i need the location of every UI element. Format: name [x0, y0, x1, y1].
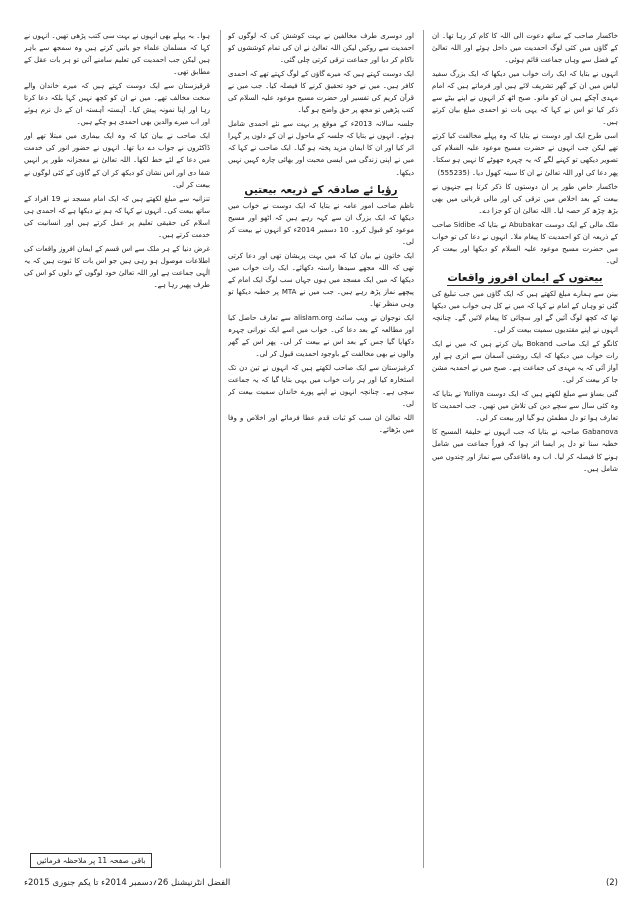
- paragraph: ایک خاتون نے بیان کیا کہ میں بہت پریشان تھی اور دعا کرتی تھی کہ اللہ مجھے سیدھا راستہ دکھائے۔ ایک رات خواب میں دیکھا کہ میں ایک مسجد میں ہوں جہاں سب لوگ ایک امام کے پیچھے نماز پڑھ رہے ہیں۔ جب میں نے MTA پر خطبہ دیکھا تو وہی منظر تھا۔: [228, 251, 414, 308]
- continuation-note: باقی صفحہ 11 پر ملاحظہ فرمائیں: [30, 853, 152, 868]
- column-middle: [228, 30, 414, 868]
- page-number: (2): [605, 878, 618, 888]
- section-heading: [228, 183, 414, 197]
- paragraph: تنزانیہ سے مبلغ لکھتے ہیں کہ ایک امام مسجد نے 19 افراد کے ساتھ بیعت کی۔ انہوں نے کہا کہ ہم نے دیکھا ہے کہ احمدی ہی اسلام کی حقیقی تعلیم پر عمل کرتے ہیں اور انسانیت کی خدمت کرتے ہیں۔: [24, 194, 210, 239]
- paragraph: ایک دوست کہتے ہیں کہ میرے گاؤں کے لوگ کہتے تھے کہ احمدی کافر ہیں۔ میں نے خود تحقیق کرنے کا فیصلہ کیا۔ جب میں نے قرآن کریم کی تفسیر اور حضرت مسیح موعود علیہ السلام کی کتب پڑھیں تو مجھ پر حق واضح ہو گیا۔: [228, 70, 414, 115]
- paragraph: ہوا۔ بہ پہلے بھی انہوں نے بہت سی کتب پڑھی تھیں۔ انہوں نے کہا کہ مسلمان علماء جو باتیں کرتے ہیں وہ سمجھ سے باہر ہیں لیکن جب احمدیت کی تعلیم سامنے آئی تو ہر بات عقل کے مطابق تھی۔: [24, 32, 210, 77]
- paragraph: خاکسار خاص طور پر ان دوستوں کا ذکر کرتا ہے جنہوں نے بیعت کے بعد اخلاص میں ترقی کی اور مالی قربانی میں بھی بڑھ چڑھ کر حصہ لیا۔ اللہ تعالیٰ ان کو جزا دے۔: [432, 182, 618, 215]
- paragraph: غرض دنیا کے ہر ملک سے اس قسم کے ایمان افروز واقعات کی اطلاعات موصول ہو رہی ہیں جو اس بات کا ثبوت ہیں کہ یہ الٰہی جماعت ہے اور اللہ تعالیٰ خود لوگوں کے دلوں کو اس کی طرف پھیر رہا ہے۔: [24, 244, 210, 289]
- paragraph: ایک نوجوان نے ویب سائٹ alislam.org سے تعارف حاصل کیا اور مطالعہ کے بعد دعا کی۔ خواب میں اسے ایک نورانی چہرہ دکھایا گیا جس کے بعد اس نے بیعت کر لی۔ پھر اس کے گھر والوں نے بھی مخالفت کے باوجود احمدیت قبول کر لی۔: [228, 313, 414, 359]
- column-divider: [423, 30, 424, 868]
- paragraph: کرغیزستان سے ایک صاحب لکھتے ہیں کہ انہوں نے تین دن تک استخارہ کیا اور ہر رات خواب میں یہی بتایا گیا کہ یہ جماعت سچی ہے۔ چنانچہ انہوں نے اپنے پورے خاندان سمیت بیعت کر لی۔: [228, 364, 414, 409]
- column-divider: [220, 30, 221, 868]
- paragraph: قرقیزستان سے ایک دوست کہتے ہیں کہ میرے خاندان والے سخت مخالف تھے۔ میں نے ان کو کچھ نہیں کہا بلکہ دعا کرتا رہا اور اپنا نمونہ پیش کیا۔ آہستہ آہستہ ان کے دل نرم ہوئے اور اب میرے والدین بھی احمدی ہو چکے ہیں۔: [24, 82, 210, 127]
- publication-date-line: الفضل انٹرنیشنل 26؍دسمبر 2014ء تا یکم جنوری 2015ء: [24, 878, 231, 888]
- paragraph: اسی طرح ایک اور دوست نے بتایا کہ وہ پہلے مخالفت کیا کرتے تھے لیکن جب انہوں نے حضرت مسیح موعود علیہ السلام کی تصویر دیکھی تو کہنے لگے کہ یہ چہرہ جھوٹے کا نہیں ہو سکتا۔ پھر دعا کی اور اللہ تعالیٰ نے ان کا سینہ کھول دیا۔ (555235): [432, 132, 618, 177]
- paragraph: انہوں نے بتایا کہ ایک رات خواب میں دیکھا کہ ایک بزرگ سفید لباس میں ان کے گھر تشریف لائے ہیں اور فرماتے ہیں کہ امام مہدی آچکے ہیں ان کو مانو۔ صبح اٹھ کر انہوں نے اپنے بیٹے سے ذکر کیا تو اس نے کہا کہ یہی بات تو احمدی مبلغ بیان کرتے ہیں۔: [432, 70, 618, 127]
- text-columns: [24, 30, 618, 868]
- section-heading-text: رؤیا ئے صادقہ کے ذریعہ بیعتیں: [244, 183, 398, 196]
- section-heading-text: بیعتوں کے ایمان افروز واقعات: [447, 271, 603, 284]
- paragraph: گنی بساؤ سے مبلغ لکھتے ہیں کہ ایک دوست Yuliya نے بتایا کہ وہ کئی سال سے سچے دین کی تلاش میں تھیں۔ جب احمدیت کا تعارف ہوا تو دل مطمئن ہو گیا اور بیعت کر لی۔: [432, 390, 618, 423]
- paragraph: Gabanova صاحبہ نے بتایا کہ جب انہوں نے خلیفۃ المسیح کا خطبہ سنا تو دل پر ایسا اثر ہوا کہ فوراً جماعت میں شامل ہونے کا فیصلہ کر لیا۔ اب وہ باقاعدگی سے نماز اور چندوں میں شامل ہیں۔: [432, 428, 618, 473]
- section-heading: [432, 271, 618, 285]
- paragraph: کانگو کے ایک صاحب Bokand بیان کرتے ہیں کہ میں نے ایک رات خواب میں دیکھا کہ ایک روشنی آسمان سے اتری ہے اور آواز آئی کہ یہ مہدی کی جماعت ہے۔ صبح میں نے احمدیہ مشن جا کر بیعت کر لی۔: [432, 340, 618, 385]
- paragraph: بینن سے ہمارے مبلغ لکھتے ہیں کہ ایک گاؤں میں جب تبلیغ کی گئی تو وہاں کے امام نے کہا کہ میں نے کل ہی خواب میں دیکھا تھا کہ کچھ لوگ آئیں گے اور سچائی کا پیغام لائیں گے۔ چنانچہ انہوں نے اپنے مقتدیوں سمیت بیعت کر لی۔: [432, 289, 618, 335]
- column-left: [24, 30, 210, 868]
- paragraph: خاکسار صاحب کے ساتھ دعوت الی اللہ کا کام کر رہا تھا۔ ان کے گاؤں میں کئی لوگ احمدیت میں داخل ہوئے اور اللہ تعالیٰ کے فضل سے وہاں جماعت قائم ہوئی۔: [432, 32, 618, 65]
- paragraph: ملک مالی کے ایک دوست Abubakar نے بتایا کہ Sidibe صاحب کے ذریعہ ان کو احمدیت کا پیغام ملا۔ انہوں نے دعا کی تو خواب میں حضرت مسیح موعود علیہ السلام کو دیکھا اور بیعت کر لی۔: [432, 220, 618, 265]
- paragraph: جلسہ سالانہ 2013ء کے موقع پر بہت سے نئے احمدی شامل ہوئے۔ انہوں نے بتایا کہ جلسہ کے ماحول نے ان کے دلوں پر گہرا اثر کیا اور ان کا ایمان مزید پختہ ہو گیا۔ ایک صاحب نے کہا کہ میں نے اپنی زندگی میں ایسی محبت اور بھائی چارہ کہیں نہیں دیکھا۔: [228, 120, 414, 177]
- newspaper-page: [24, 30, 618, 868]
- paragraph: ناظم صاحب امور عامہ نے بتایا کہ ایک دوست نے خواب میں دیکھا کہ ایک بزرگ ان سے کہہ رہے ہیں کہ اٹھو اور مسیح موعود کو قبول کرو۔ 10 دسمبر 2014ء کو انہوں نے بیعت کر لی۔: [228, 201, 414, 246]
- paragraph: ایک صاحب نے بیان کیا کہ وہ ایک بیماری میں مبتلا تھے اور ڈاکٹروں نے جواب دے دیا تھا۔ انہوں نے حضور انور کی خدمت میں دعا کے لئے خط لکھا۔ اللہ تعالیٰ نے معجزانہ طور پر انہیں شفا دی اور اس نشان کو دیکھ کر ان کے گاؤں کے کئی لوگوں نے بیعت کر لی۔: [24, 132, 210, 189]
- paragraph: اور دوسری طرف مخالفین نے بہت کوشش کی کہ لوگوں کو احمدیت سے روکیں لیکن اللہ تعالیٰ نے ان کی تمام کوششوں کو ناکام کر دیا اور جماعت ترقی کرتی چلی گئی۔: [228, 32, 414, 65]
- page-footer: [24, 876, 618, 890]
- paragraph: اللہ تعالیٰ ان سب کو ثبات قدم عطا فرمائے اور اخلاص و وفا میں بڑھائے۔: [228, 414, 414, 435]
- column-right: [432, 30, 618, 868]
